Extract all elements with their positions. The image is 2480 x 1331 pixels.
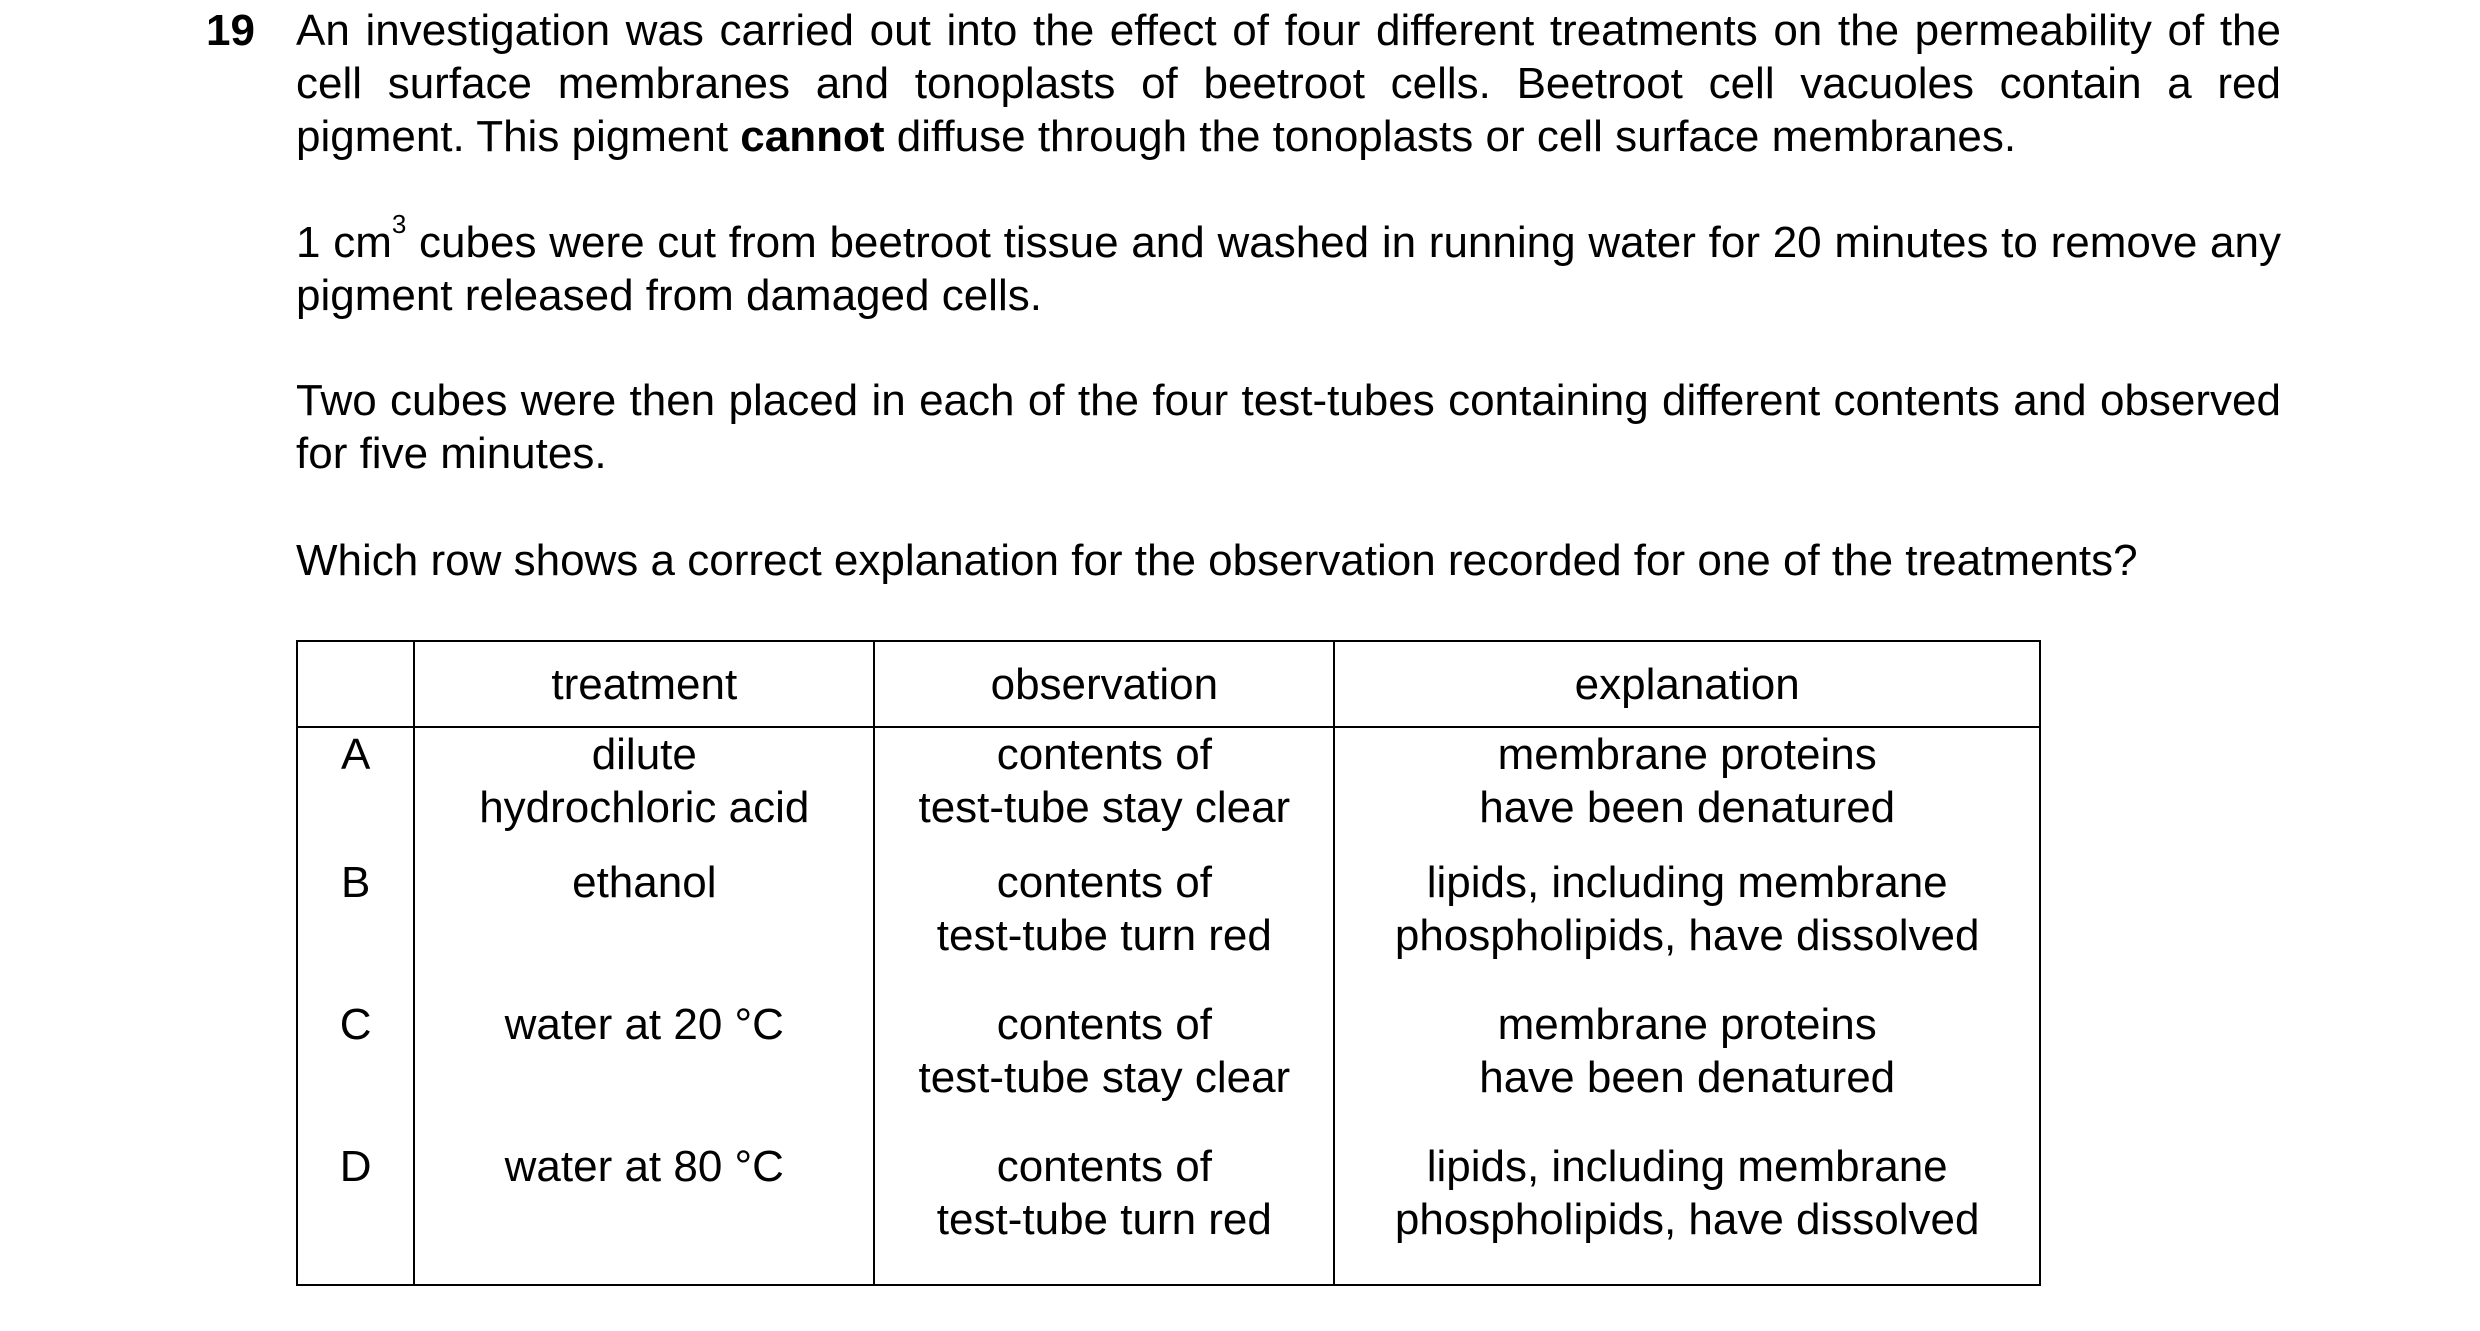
method-text: cubes were cut from beetroot tissue and washed in running water for 20 minutes to remove any pigment released from damaged cells.: [296, 218, 2281, 320]
answer-row-d[interactable]: [297, 1140, 2040, 1285]
treatment-text: ethanol: [572, 858, 717, 907]
answer-row-a[interactable]: [297, 727, 2040, 856]
treatment-cell: [414, 856, 874, 998]
observation-text: contents of test-tube turn red: [936, 1142, 1272, 1244]
treatment-cell: [414, 727, 874, 856]
question-procedure: Two cubes were then placed in each of the four test-tubes containing different contents and observed for five minutes.: [296, 376, 2281, 478]
intro-emphasis: cannot: [740, 112, 885, 161]
treatment-text: water at 80 °C: [504, 1142, 784, 1191]
row-letter: A: [297, 727, 414, 856]
explanation-text: membrane proteins have been denatured: [1479, 730, 1896, 832]
header-treatment: treatment: [414, 641, 874, 727]
observation-text: contents of test-tube turn red: [936, 858, 1272, 960]
answer-row-c[interactable]: [297, 998, 2040, 1140]
method-volume: 1 cm: [296, 218, 392, 267]
treatment-cell: [414, 1140, 874, 1285]
question-method: [296, 209, 2281, 322]
row-letter: D: [297, 1140, 414, 1285]
explanation-text: lipids, including membrane phospholipids, have dissolved: [1394, 858, 1980, 960]
observation-cell: [874, 998, 1334, 1140]
treatment-text: dilute hydrochloric acid: [479, 730, 810, 832]
treatment-text: water at 20 °C: [504, 1000, 784, 1049]
table-header-row: [297, 641, 2040, 727]
header-letter: [297, 641, 414, 727]
header-explanation: explanation: [1334, 641, 2040, 727]
observation-text: contents of test-tube stay clear: [918, 730, 1291, 832]
explanation-text: membrane proteins have been denatured: [1479, 1000, 1896, 1102]
question-number: 19: [206, 6, 255, 55]
explanation-cell: [1334, 998, 2040, 1140]
answer-table: [296, 640, 2041, 1286]
explanation-text: lipids, including membrane phospholipids, have dissolved: [1394, 1142, 1980, 1244]
treatment-cell: [414, 998, 874, 1140]
method-exponent: 3: [391, 209, 407, 239]
explanation-cell: [1334, 1140, 2040, 1285]
intro-text-part2: diffuse through the tonoplasts or cell surface membranes.: [884, 112, 2017, 161]
question-prompt: Which row shows a correct explanation for the observation recorded for one of the treatments?: [296, 536, 2138, 585]
header-observation: observation: [874, 641, 1334, 727]
intro-text-part1: An investigation was carried out into the effect of four different treatments on the permeability of the cell surface membranes and tonoplasts of beetroot cells. Beetroot cell vacuoles contain a red pigment. This pigment: [296, 6, 2281, 161]
question-intro: [296, 4, 2281, 163]
observation-text: contents of test-tube stay clear: [918, 1000, 1291, 1102]
explanation-cell: [1334, 727, 2040, 856]
observation-cell: [874, 856, 1334, 998]
observation-cell: [874, 727, 1334, 856]
observation-cell: [874, 1140, 1334, 1285]
row-letter: B: [297, 856, 414, 998]
row-letter: C: [297, 998, 414, 1140]
explanation-cell: [1334, 856, 2040, 998]
answer-row-b[interactable]: [297, 856, 2040, 998]
